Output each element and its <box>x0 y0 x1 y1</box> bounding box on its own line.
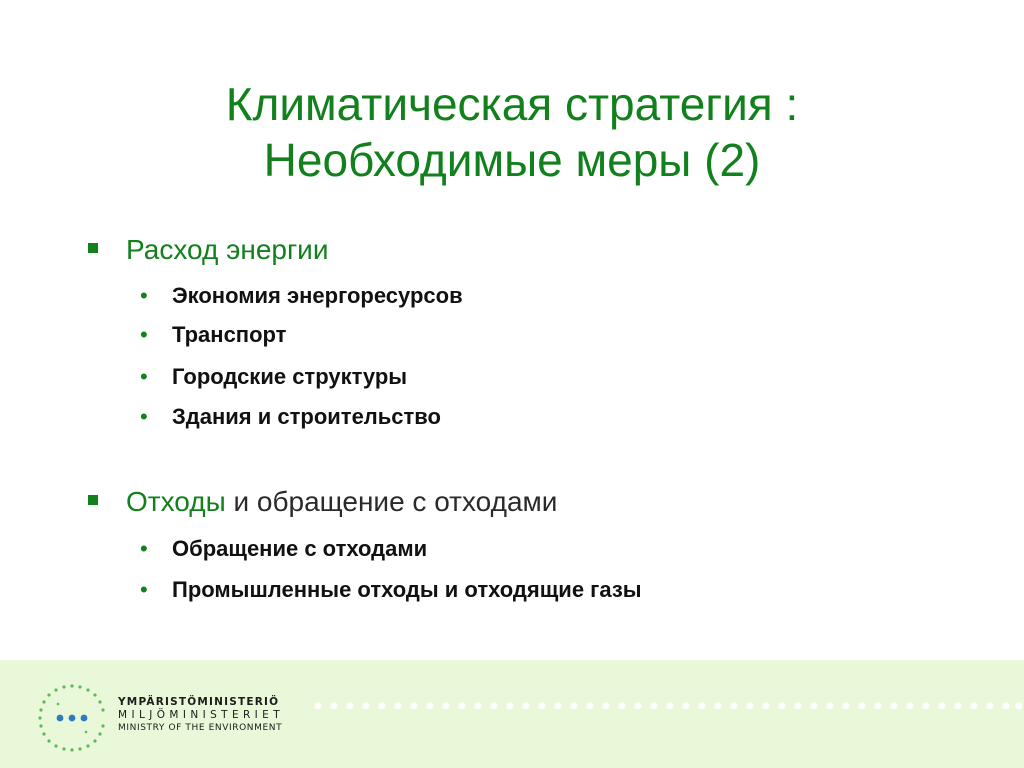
logo-text-finnish: YMPÄRISTÖMINISTERIÖ <box>118 696 280 708</box>
bullet-heading-rest: и обращение с отходами <box>225 486 558 517</box>
bullet-heading <box>126 486 557 518</box>
round-bullet-icon: • <box>140 364 148 389</box>
round-bullet-icon: • <box>140 536 148 561</box>
ministry-logo-text <box>118 696 284 735</box>
bullet-heading: Расход энергии <box>126 234 329 265</box>
dotted-divider <box>312 700 1024 712</box>
round-bullet-icon: • <box>140 283 148 308</box>
sub-bullet-label: Здания и строительство <box>172 404 441 429</box>
sub-bullet-label: Транспорт <box>172 322 287 347</box>
square-bullet-icon <box>88 495 98 505</box>
slide-title-line-1: Климатическая стратегия : <box>225 78 799 130</box>
round-bullet-icon: • <box>140 577 148 602</box>
ministry-ring-logo-icon <box>36 682 108 754</box>
round-bullet-icon: • <box>140 322 148 347</box>
sub-bullet-label: Обращение с отходами <box>172 536 428 561</box>
bullet-heading-highlight: Отходы <box>126 486 226 517</box>
slide-title-line-2: Необходимые меры (2) <box>263 134 761 186</box>
sub-bullet-label: Промышленные отходы и отходящие газы <box>172 577 642 602</box>
sub-bullet-label: Городские структуры <box>172 364 408 389</box>
round-bullet-icon: • <box>140 404 148 429</box>
logo-text-swedish: MILJÖMINISTERIET <box>118 709 285 721</box>
footer-band <box>0 660 1024 768</box>
sub-bullet-label: Экономия энергоресурсов <box>172 283 463 308</box>
square-bullet-icon <box>88 243 98 253</box>
logo-text-english: MINISTRY OF THE ENVIRONMENT <box>118 723 283 733</box>
